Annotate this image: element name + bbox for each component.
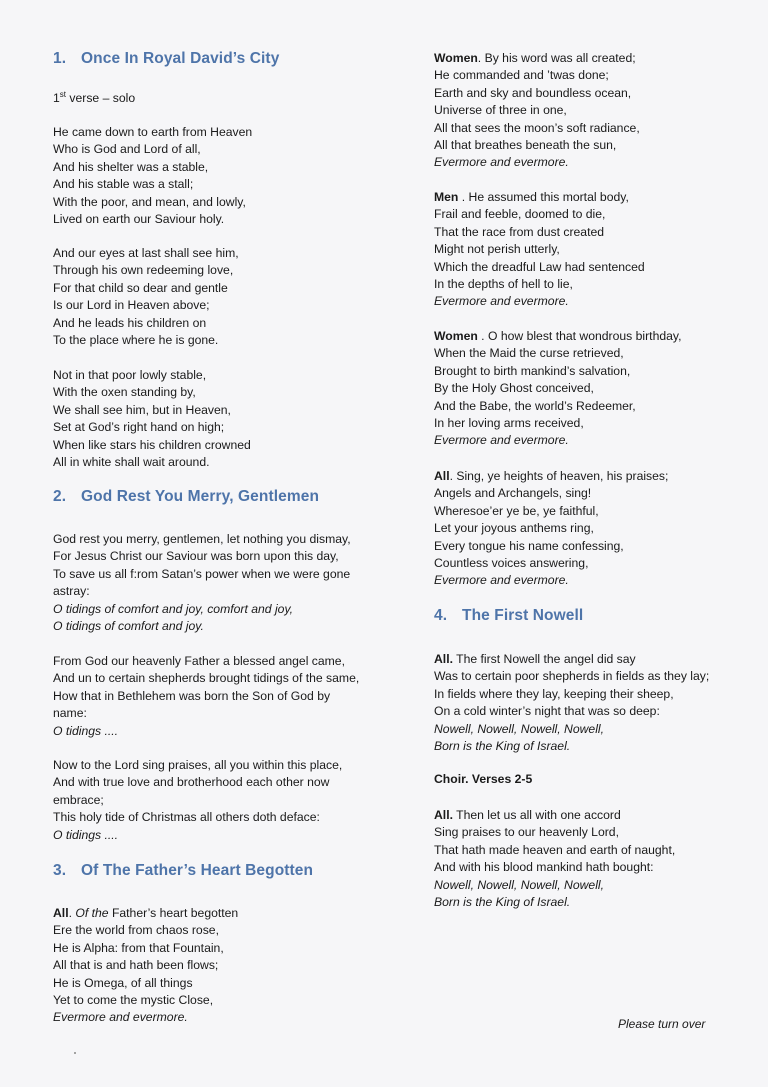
verse-line: Countless voices answering, — [434, 556, 589, 571]
choir-verses-text: . Verses 2-5 — [465, 772, 533, 786]
verse-line: In fields where they lay, keeping their sheep, — [434, 686, 674, 701]
note-ordinal: 1 — [53, 91, 60, 106]
verse-line: All that sees the moon’s soft radiance, — [434, 120, 640, 135]
verse-line: To the place where he is gone. — [53, 333, 219, 348]
scan-speck — [74, 1052, 76, 1054]
verse-line: Earth and sky and boundless ocean, — [434, 85, 632, 100]
verse-line: He came down to earth from Heaven — [53, 125, 253, 139]
verse-line: To save us all f:rom Satan’s power when we were gone — [53, 566, 351, 581]
verse-line: Sing praises to our heavenly Lord, — [434, 825, 619, 840]
verse-line: Brought to birth mankind’s salvation, — [434, 363, 631, 378]
hymn-2-verse-2 — [53, 653, 359, 740]
verse-line: And un to certain shepherds brought tidings of the same, — [53, 671, 360, 686]
hymn-3-verse-men — [434, 189, 645, 311]
verse-lead-line — [434, 189, 645, 206]
verse-line: embrace; — [53, 792, 104, 807]
voice-label: Men — [434, 190, 459, 204]
verse-line: When the Maid the curse retrieved, — [434, 346, 624, 361]
refrain-line: O tidings .... — [53, 827, 119, 842]
refrain-line: Evermore and evermore. — [53, 1010, 188, 1025]
verse-line: And his shelter was a stable, — [53, 159, 209, 174]
verse-line: Ere the world from chaos rose, — [53, 923, 219, 938]
hymn-2-verse-1 — [53, 531, 351, 635]
verse-line: We shall see him, but in Heaven, — [53, 402, 231, 417]
verse-lead-line — [53, 905, 238, 922]
hymn-2-verse-3 — [53, 757, 342, 844]
hymn-4-title: The First Nowell — [462, 607, 584, 624]
verse-lead-text: Then let us all with one accord — [452, 808, 621, 822]
verse-line: He is Omega, of all things — [53, 975, 193, 990]
hymn-1-title: Once In Royal David’s City — [81, 50, 280, 67]
verse-line: Set at God’s right hand on high; — [53, 420, 225, 435]
verse-line: By the Holy Ghost conceived, — [434, 381, 594, 396]
verse-line: name: — [53, 706, 87, 721]
voice-label: Women — [434, 51, 478, 65]
hymn-3-heading — [53, 862, 313, 880]
verse-line: He is Alpha: from that Fountain, — [53, 940, 224, 955]
hymn-1-verse-3 — [53, 367, 251, 471]
hymn-3-verse-all — [434, 468, 668, 590]
verse-line: Let your joyous anthems ring, — [434, 521, 594, 536]
verse-line: Every tongue his name confessing, — [434, 538, 624, 553]
voice-label: Choir — [434, 772, 466, 786]
refrain-line: Nowell, Nowell, Nowell, Nowell, — [434, 721, 605, 736]
voice-label: All. — [434, 652, 453, 666]
refrain-line: Born is the King of Israel. — [434, 739, 571, 754]
voice-separator: . — [68, 906, 76, 920]
verse-line: With the poor, and mean, and lowly, — [53, 194, 246, 209]
hymn-4-verse-1 — [434, 651, 709, 755]
voice-label: All — [434, 469, 450, 483]
verse-line: Now to the Lord sing praises, all you within this place, — [53, 758, 343, 772]
hymn-1-verse-2 — [53, 245, 239, 349]
refrain-line: Evermore and evermore. — [434, 155, 569, 170]
verse-line: He commanded and ’twas done; — [434, 68, 609, 83]
verse-lead-text: Father’s heart begotten — [108, 906, 239, 920]
verse-line: For that child so dear and gentle — [53, 280, 228, 295]
verse-line: And he leads his children on — [53, 315, 207, 330]
verse-line: And his stable was a stall; — [53, 177, 194, 192]
verse-line: And with true love and brotherhood each other now — [53, 775, 330, 790]
verse-lead-italic: Of the — [75, 906, 109, 920]
verse-line: Wheresoe’er ye be, ye faithful, — [434, 503, 599, 518]
verse-line: For Jesus Christ our Saviour was born upon this day, — [53, 549, 339, 564]
verse-line: On a cold winter’s night that was so deep: — [434, 704, 660, 719]
hymn-2-title: God Rest You Merry, Gentlemen — [81, 488, 320, 505]
refrain-line: Nowell, Nowell, Nowell, Nowell, — [434, 877, 605, 892]
verse-line: Might not perish utterly, — [434, 242, 560, 257]
voice-label: All — [53, 906, 69, 920]
voice-label: All. — [434, 808, 453, 822]
hymn-4-verse-6 — [434, 807, 675, 911]
hymn-4-heading — [434, 607, 583, 625]
verse-line: How that in Bethlehem was born the Son of God by — [53, 688, 331, 703]
verse-lead-text: The first Nowell the angel did say — [452, 652, 636, 666]
verse-line: astray: — [53, 584, 90, 599]
verse-line: In her loving arms received, — [434, 416, 584, 431]
verse-lead-line — [434, 807, 675, 824]
hymn-3-number: 3. — [53, 862, 67, 879]
verse-line: Frail and feeble, doomed to die, — [434, 207, 606, 222]
hymn-1-performance-note — [53, 90, 135, 105]
verse-line: Angels and Archangels, sing! — [434, 486, 592, 501]
verse-line: Is our Lord in Heaven above; — [53, 298, 210, 313]
verse-line: Lived on earth our Saviour holy. — [53, 212, 225, 227]
verse-lead-line — [434, 328, 681, 345]
verse-line: God rest you merry, gentlemen, let nothing you dismay, — [53, 532, 351, 546]
verse-lead-text: . O how blest that wondrous birthday, — [477, 329, 682, 343]
verse-line: From God our heavenly Father a blessed angel came, — [53, 654, 345, 668]
verse-line: And with his blood mankind hath bought: — [434, 860, 654, 875]
verse-line: Who is God and Lord of all, — [53, 142, 201, 157]
hymn-2-number: 2. — [53, 488, 67, 505]
verse-lead-text: . By his word was all created; — [477, 51, 636, 65]
verse-lead-text: . Sing, ye heights of heaven, his praises; — [449, 469, 669, 483]
verse-line: Through his own redeeming love, — [53, 263, 234, 278]
verse-line: And our eyes at last shall see him, — [53, 246, 239, 260]
verse-line: All that is and hath been flows; — [53, 958, 219, 973]
hymn-1-heading — [53, 50, 279, 68]
verse-line: Was to certain poor shepherds in fields as they lay; — [434, 669, 710, 684]
please-turn-over-note: Please turn over — [618, 1017, 706, 1031]
verse-lead-line — [434, 468, 668, 485]
verse-line: That the race from dust created — [434, 224, 605, 239]
verse-line: With the oxen standing by, — [53, 385, 196, 400]
hymn-1-number: 1. — [53, 50, 67, 67]
refrain-line: Evermore and evermore. — [434, 294, 569, 309]
refrain-line: O tidings of comfort and joy, comfort and joy, — [53, 601, 294, 616]
verse-lead-text: . He assumed this mortal body, — [458, 190, 629, 204]
verse-line: When like stars his children crowned — [53, 437, 251, 452]
verse-line: Universe of three in one, — [434, 103, 567, 118]
hymn-1-verse-1 — [53, 124, 252, 228]
note-text: verse – solo — [66, 91, 136, 106]
refrain-line: O tidings of comfort and joy. — [53, 619, 204, 634]
verse-line: All in white shall wait around. — [53, 455, 210, 470]
refrain-line: Evermore and evermore. — [434, 573, 569, 588]
verse-line: Yet to come the mystic Close, — [53, 993, 214, 1008]
verse-lead-line — [434, 651, 709, 668]
hymn-3-verse-1 — [53, 905, 238, 1027]
verse-line: Which the dreadful Law had sentenced — [434, 259, 645, 274]
verse-line: This holy tide of Christmas all others doth deface: — [53, 810, 320, 825]
hymn-3-title: Of The Father’s Heart Begotten — [81, 862, 314, 879]
hymn-3-verse-women-2 — [434, 328, 681, 450]
hymn-4-number: 4. — [434, 607, 448, 624]
verse-line: And the Babe, the world’s Redeemer, — [434, 398, 636, 413]
refrain-line: Evermore and evermore. — [434, 433, 569, 448]
verse-line: That hath made heaven and earth of naught, — [434, 842, 676, 857]
hymn-2-heading — [53, 488, 319, 506]
refrain-line: O tidings .... — [53, 723, 119, 738]
verse-line: Not in that poor lowly stable, — [53, 368, 207, 382]
note-ordinal-suffix: st — [59, 90, 67, 99]
refrain-line: Born is the King of Israel. — [434, 895, 571, 910]
verse-line: In the depths of hell to lie, — [434, 277, 573, 292]
verse-lead-line — [434, 50, 640, 67]
voice-label: Women — [434, 329, 478, 343]
verse-line: All that breathes beneath the sun, — [434, 138, 617, 153]
choir-verses-note — [434, 771, 532, 788]
hymn-3-verse-women-1 — [434, 50, 640, 172]
